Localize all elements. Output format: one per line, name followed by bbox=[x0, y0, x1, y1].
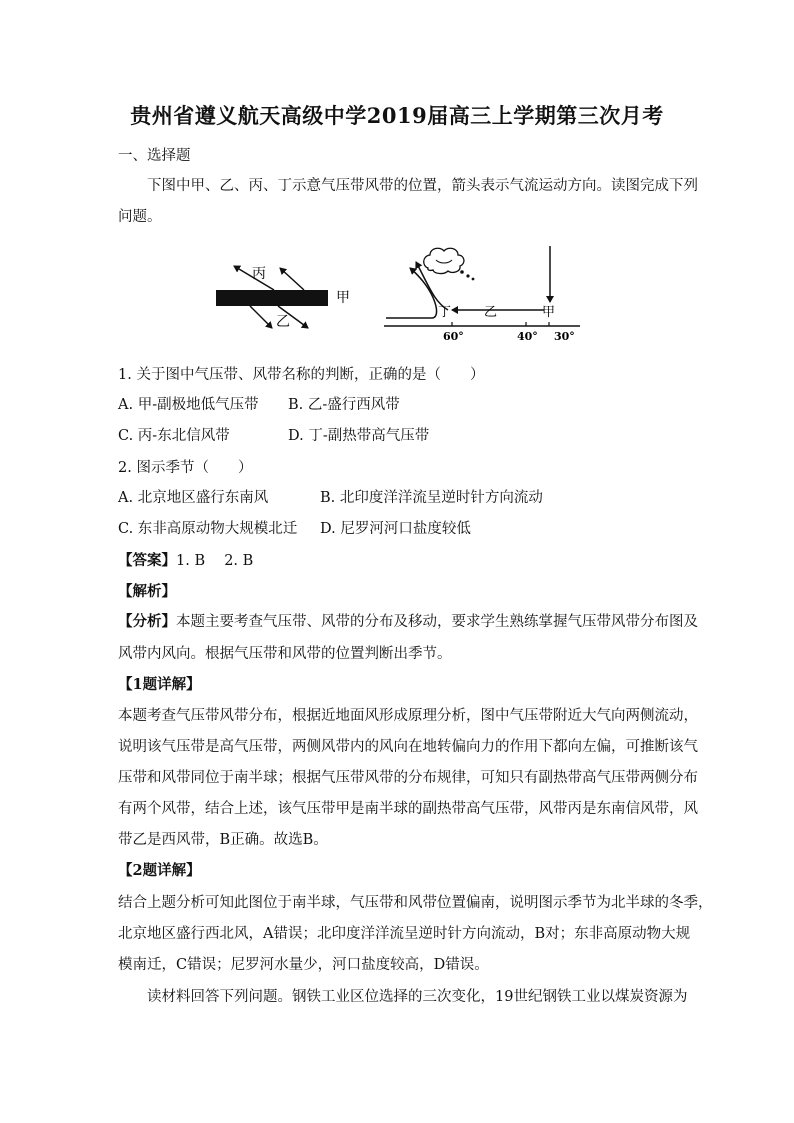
cloud-icon bbox=[424, 248, 464, 273]
lat-60: 60° bbox=[443, 330, 464, 343]
q2-stem: 2. 图示季节（ ） bbox=[118, 460, 253, 476]
answer-label: 【答案】 bbox=[118, 552, 176, 569]
q1-stem: 1. 关于图中气压带、风带名称的判断，正确的是（ ） bbox=[118, 367, 485, 383]
label-ding: 丁 bbox=[438, 305, 452, 320]
q2-option-d: D. 尼罗河河口盐度较低 bbox=[320, 521, 471, 537]
q1-detail-line-5: 带乙是西风带，B正确。故选B。 bbox=[118, 832, 328, 848]
q1-detail-line-2: 说明该气压带是高气压带，两侧风带内的风向在地转偏向力的作用下都向左偏，可推断该气 bbox=[118, 739, 698, 755]
front-curve-1 bbox=[386, 268, 437, 318]
analysis-label: 【解析】 bbox=[118, 583, 176, 600]
label-jia-right: 甲 bbox=[542, 305, 556, 320]
intro-line-1: 下图中甲、乙、丙、丁示意气压带风带的位置，箭头表示气流运动方向。读图完成下列 bbox=[147, 178, 698, 194]
q1-detail-line-3: 压带和风带同位于南半球；根据气压带风带的分布规律，可知只有副热带高气压带两侧分布 bbox=[118, 770, 698, 786]
section-heading: 一、选择题 bbox=[118, 148, 191, 164]
cloud-inner-swirl bbox=[436, 260, 452, 263]
label-yi-left: 乙 bbox=[276, 314, 290, 330]
q1-option-b: B. 乙-盛行西风带 bbox=[288, 397, 400, 413]
q2-detail-line-1: 结合上题分析可知此图位于南半球，气压带和风带位置偏南，说明图示季节为北半球的冬季， bbox=[118, 895, 713, 911]
q2-detail-line-2: 北京地区盛行西北风，A错误；北印度洋洋流呈逆时针方向流动，B对；东非高原动物大规 bbox=[118, 926, 691, 942]
cloud-dot-3 bbox=[472, 278, 475, 281]
q1-detail-line-4: 有两个风带，结合上述，该气压带甲是南半球的副热带高气压带，风带丙是东南信风带，风 bbox=[118, 801, 698, 817]
label-bing: 丙 bbox=[252, 266, 266, 282]
fenxi-text-1: 本题主要考查气压带、风带的分布及移动，要求学生熟练掌握气压带风带分布图及 bbox=[176, 614, 698, 630]
q1-detail-label: 【1题详解】 bbox=[118, 676, 201, 693]
q2-option-b: B. 北印度洋洋流呈逆时针方向流动 bbox=[320, 490, 543, 506]
lat-40: 40° bbox=[517, 330, 538, 343]
q2-option-a: A. 北京地区盛行东南风 bbox=[118, 490, 269, 506]
label-jia-left: 甲 bbox=[336, 290, 350, 306]
q1-option-c: C. 丙-东北信风带 bbox=[118, 428, 230, 444]
arrow-upper-left-2 bbox=[280, 268, 304, 290]
fenxi-line-1 bbox=[118, 612, 698, 632]
intro-line-2: 问题。 bbox=[118, 209, 162, 225]
cloud-dot-2 bbox=[466, 274, 469, 277]
arrow-lower-right-1 bbox=[250, 306, 272, 328]
q1-option-a: A. 甲-副极地低气压带 bbox=[118, 397, 259, 413]
q1-detail-line-1: 本题考查气压带风带分布，根据近地面风形成原理分析，图中气压带附近大气向两侧流动， bbox=[118, 708, 698, 724]
q2-option-c: C. 东非高原动物大规模北迁 bbox=[118, 521, 298, 537]
left-diagram bbox=[216, 266, 350, 330]
fenxi-line-2: 风带内风向。根据气压带和风带的位置判断出季节。 bbox=[118, 646, 452, 662]
lat-30: 30° bbox=[554, 330, 575, 343]
q1-option-d: D. 丁-副热带高气压带 bbox=[288, 428, 430, 444]
front-curve-2 bbox=[416, 262, 448, 310]
label-yi-right: 乙 bbox=[484, 305, 498, 320]
pressure-belt-figure bbox=[200, 240, 600, 345]
page-title: 贵州省遵义航天高级中学2019届高三上学期第三次月考 bbox=[130, 103, 664, 128]
right-diagram bbox=[384, 246, 580, 343]
cloud-dot-1 bbox=[460, 270, 464, 274]
q2-detail-line-3: 模南迁，C错误；尼罗河水量少，河口盐度较高，D错误。 bbox=[118, 957, 489, 973]
answer-text: 1. B 2. B bbox=[176, 553, 254, 569]
q2-detail-label: 【2题详解】 bbox=[118, 862, 201, 879]
answer-line bbox=[118, 551, 253, 571]
pressure-belt-bar bbox=[216, 290, 328, 306]
next-intro-line: 读材料回答下列问题。钢铁工业区位选择的三次变化，19世纪钢铁工业以煤炭资源为 bbox=[147, 989, 688, 1005]
fenxi-label: 【分析】 bbox=[118, 613, 176, 630]
